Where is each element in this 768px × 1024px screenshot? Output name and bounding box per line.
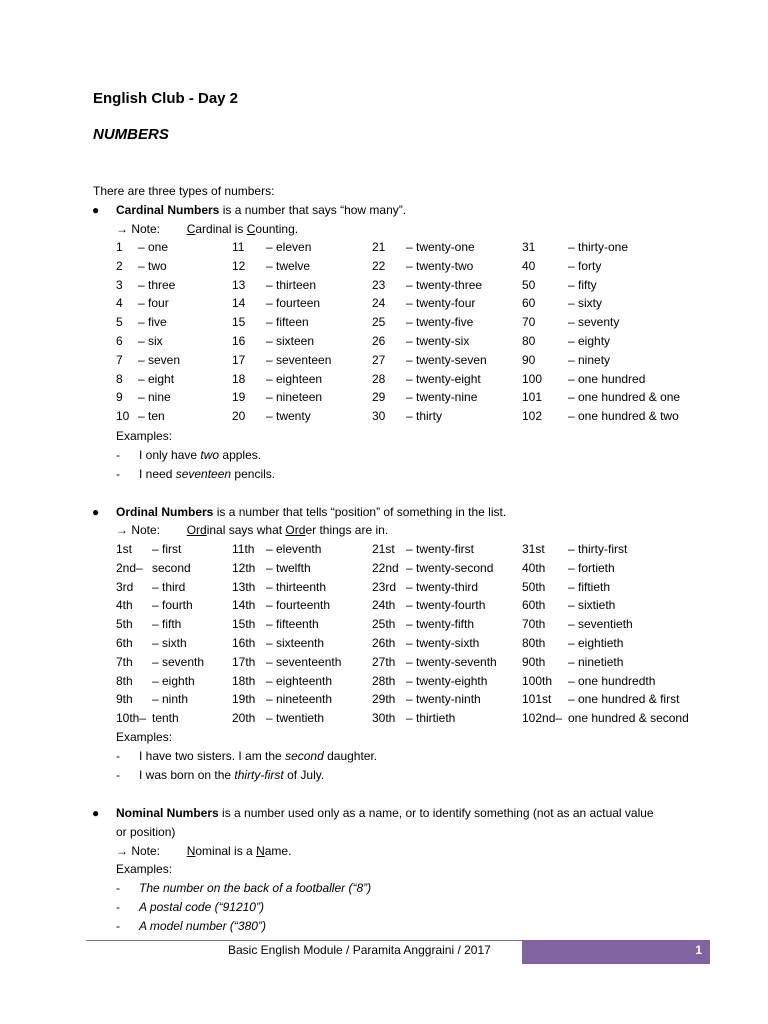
number-cell: 50th <box>522 579 546 594</box>
cardinal-definition <box>116 203 406 217</box>
word-cell: – ninety <box>568 352 611 367</box>
nominal-term: Nominal Numbers <box>116 806 219 820</box>
ordinal-row <box>116 596 718 615</box>
nominal-example: A postal code (“91210”) <box>139 900 264 914</box>
nominal-definition-continued: or position) <box>116 825 176 839</box>
example-text: I only have <box>139 448 201 462</box>
number-cell: 2 <box>116 258 123 273</box>
note-text: er things are in. <box>305 523 389 537</box>
number-cell: 15 <box>232 315 246 330</box>
dash-icon: - <box>116 900 120 914</box>
ordinal-example <box>139 768 324 782</box>
number-cell: 24th <box>372 598 396 613</box>
word-cell: – fourth <box>152 598 193 613</box>
word-cell: – two <box>138 258 167 273</box>
number-cell: 14th <box>232 598 256 613</box>
number-cell: 18th <box>232 673 256 688</box>
number-cell: 4 <box>116 296 123 311</box>
word-cell: – twenty-fifth <box>406 617 475 632</box>
word-cell: – fourteen <box>266 296 321 311</box>
ordinal-example <box>139 749 377 763</box>
word-cell: – eightieth <box>568 635 624 650</box>
word-cell: – seventeenth <box>266 654 342 669</box>
ordinal-row <box>116 672 718 691</box>
cardinal-definition-text: is a number that says “how many”. <box>219 203 407 217</box>
nominal-example: A model number (“380”) <box>139 919 266 933</box>
number-cell: 29th <box>372 692 396 707</box>
word-cell: – fifteenth <box>266 617 319 632</box>
ordinal-term: Ordinal Numbers <box>116 505 214 519</box>
cardinal-example <box>139 448 261 462</box>
dash-icon: - <box>116 448 120 462</box>
word-cell: – thirty-first <box>568 542 628 556</box>
word-cell: – twenty-sixth <box>406 635 480 650</box>
example-emphasis: second <box>285 749 324 763</box>
examples-label: Examples: <box>116 429 173 443</box>
number-cell: 23rd <box>372 579 397 594</box>
number-cell: 1 <box>116 240 123 254</box>
number-cell: 80th <box>522 635 546 650</box>
example-text: daughter. <box>323 749 378 763</box>
footer-rule <box>86 940 522 941</box>
nominal-example: The number on the back of a footballer (“8”) <box>139 881 372 895</box>
number-cell: 101 <box>522 390 543 405</box>
word-cell: – thirteen <box>266 277 317 292</box>
note-text: ominal is a <box>195 844 257 858</box>
number-cell: 10th– <box>116 711 147 726</box>
word-cell: – one <box>138 240 169 254</box>
cardinal-row <box>116 313 718 332</box>
number-cell: 31st <box>522 542 545 556</box>
number-cell: 4th <box>116 598 133 613</box>
word-cell: – eight <box>138 371 175 386</box>
section-title: NUMBERS <box>93 126 169 143</box>
page-number-box <box>522 940 710 964</box>
number-cell: 22nd <box>372 560 399 575</box>
word-cell: – twenty-five <box>406 315 474 330</box>
number-cell: 28 <box>372 371 386 386</box>
word-cell: – twenty-seventh <box>406 654 497 669</box>
word-cell: – four <box>138 296 169 311</box>
word-cell: – twenty-six <box>406 333 470 348</box>
number-cell: 90 <box>522 352 536 367</box>
number-cell: 11 <box>232 240 245 254</box>
word-cell: – eighth <box>152 673 195 688</box>
ordinal-row <box>116 709 718 728</box>
example-text: pencils. <box>231 467 276 481</box>
dash-icon: - <box>116 768 120 782</box>
number-cell: 11th <box>232 542 255 556</box>
word-cell: one hundred & second <box>568 711 689 726</box>
number-cell: 26 <box>372 333 386 348</box>
number-cell: 102nd– <box>522 711 563 726</box>
word-cell: – twenty-three <box>406 277 483 292</box>
dash-icon: - <box>116 881 120 895</box>
number-cell: 12th <box>232 560 256 575</box>
example-text: apples. <box>219 448 262 462</box>
word-cell: tenth <box>152 711 179 726</box>
example-text: I need <box>139 467 176 481</box>
example-emphasis: seventeen <box>175 467 232 481</box>
note-label: → Note: <box>116 523 161 537</box>
dash-icon: - <box>116 749 120 763</box>
number-cell: 27 <box>372 352 386 367</box>
cardinal-example <box>139 467 275 481</box>
word-cell: – ninth <box>152 692 189 707</box>
word-cell: – twenty-four <box>406 296 476 311</box>
word-cell: – sixty <box>568 296 603 311</box>
note-letter: Ord <box>285 523 306 537</box>
number-cell: 12 <box>232 258 246 273</box>
word-cell: – fifty <box>568 277 597 292</box>
word-cell: – sixtieth <box>568 598 616 613</box>
word-cell: – sixteenth <box>266 635 325 650</box>
word-cell: – seventy <box>568 315 620 330</box>
number-cell: 21st <box>372 542 395 556</box>
word-cell: – twenty-eighth <box>406 673 488 688</box>
number-cell: 27th <box>372 654 396 669</box>
word-cell: – twenty-fourth <box>406 598 486 613</box>
number-cell: 3 <box>116 277 123 292</box>
cardinal-numbers-table <box>116 238 718 426</box>
number-cell: 31 <box>522 240 536 254</box>
cardinal-row <box>116 294 718 313</box>
ordinal-row <box>116 615 718 634</box>
cardinal-row <box>116 238 718 257</box>
number-cell: 16th <box>232 635 256 650</box>
cardinal-row <box>116 407 718 426</box>
ordinal-numbers-table <box>116 540 718 728</box>
word-cell: – twenty-one <box>406 240 475 254</box>
number-cell: 22 <box>372 258 386 273</box>
number-cell: 9th <box>116 692 133 707</box>
ordinal-row <box>116 559 718 578</box>
word-cell: – one hundred & first <box>568 692 680 707</box>
number-cell: 13 <box>232 277 246 292</box>
word-cell: – twentieth <box>266 711 325 726</box>
note-letter: C <box>186 222 196 236</box>
bullet-icon: ● <box>92 806 100 820</box>
nominal-definition <box>116 806 654 820</box>
cardinal-row <box>116 370 718 389</box>
word-cell: – fiftieth <box>568 579 611 594</box>
note-label: → Note: <box>116 844 161 858</box>
number-cell: 23 <box>372 277 386 292</box>
cardinal-row <box>116 351 718 370</box>
number-cell: 30th <box>372 711 396 726</box>
ordinal-row <box>116 690 718 709</box>
word-cell: – twenty-nine <box>406 390 478 405</box>
number-cell: 16 <box>232 333 246 348</box>
number-cell: 100 <box>522 371 543 386</box>
word-cell: – third <box>152 579 186 594</box>
word-cell: – twenty-two <box>406 258 474 273</box>
ordinal-row <box>116 578 718 597</box>
word-cell: – fourteenth <box>266 598 331 613</box>
number-cell: 5th <box>116 617 133 632</box>
number-cell: 19th <box>232 692 256 707</box>
word-cell: – seventh <box>152 654 205 669</box>
number-cell: 13th <box>232 579 256 594</box>
number-cell: 20 <box>232 409 246 424</box>
word-cell: – three <box>138 277 176 292</box>
note-letter: N <box>186 844 196 858</box>
word-cell: – eighty <box>568 333 611 348</box>
number-cell: 6 <box>116 333 123 348</box>
cardinal-row <box>116 276 718 295</box>
word-cell: – thirtieth <box>406 711 456 726</box>
word-cell: – twenty <box>266 409 311 424</box>
note-letter: N <box>256 844 265 858</box>
word-cell: – eighteen <box>266 371 323 386</box>
word-cell: – nineteenth <box>266 692 333 707</box>
number-cell: 30 <box>372 409 386 424</box>
number-cell: 10 <box>116 409 130 424</box>
note-text: ounting. <box>255 222 299 236</box>
example-emphasis: thirty-first <box>234 768 284 782</box>
word-cell: – fortieth <box>568 560 615 575</box>
number-cell: 8th <box>116 673 133 688</box>
note-text: ame. <box>264 844 292 858</box>
number-cell: 50 <box>522 277 536 292</box>
word-cell: – sixth <box>152 635 187 650</box>
page-number: 1 <box>695 943 702 957</box>
note-label: → Note: <box>116 222 161 236</box>
cardinal-row <box>116 257 718 276</box>
ordinal-row <box>116 540 718 559</box>
word-cell: – thirteenth <box>266 579 327 594</box>
number-cell: 25 <box>372 315 386 330</box>
number-cell: 24 <box>372 296 386 311</box>
cardinal-note <box>116 222 298 236</box>
example-text: I was born on the <box>139 768 235 782</box>
dash-icon: - <box>116 467 120 481</box>
word-cell: – twenty-ninth <box>406 692 481 707</box>
number-cell: 14 <box>232 296 246 311</box>
cardinal-row <box>116 332 718 351</box>
word-cell: – twenty-second <box>406 560 494 575</box>
word-cell: – one hundred & one <box>568 390 681 405</box>
word-cell: – six <box>138 333 163 348</box>
number-cell: 26th <box>372 635 396 650</box>
word-cell: – first <box>152 542 182 556</box>
number-cell: 7th <box>116 654 133 669</box>
number-cell: 25th <box>372 617 396 632</box>
number-cell: 29 <box>372 390 386 405</box>
number-cell: 102 <box>522 409 543 424</box>
number-cell: 2nd– <box>116 560 143 575</box>
ordinal-definition-text: is a number that tells “position” of something in the list. <box>213 505 507 519</box>
word-cell: – sixteen <box>266 333 315 348</box>
word-cell: – twenty-seven <box>406 352 487 367</box>
number-cell: 70th <box>522 617 546 632</box>
word-cell: – seventeen <box>266 352 332 367</box>
ordinal-definition <box>116 505 506 519</box>
number-cell: 1st <box>116 542 133 556</box>
word-cell: – seven <box>138 352 181 367</box>
cardinal-row <box>116 388 718 407</box>
word-cell: second <box>152 560 191 575</box>
number-cell: 60th <box>522 598 546 613</box>
number-cell: 80 <box>522 333 536 348</box>
word-cell: – thirty <box>406 409 443 424</box>
number-cell: 5 <box>116 315 123 330</box>
number-cell: 19 <box>232 390 246 405</box>
ordinal-row <box>116 653 718 672</box>
number-cell: 18 <box>232 371 246 386</box>
examples-label: Examples: <box>116 862 173 876</box>
example-text: of July. <box>283 768 325 782</box>
number-cell: 20th <box>232 711 256 726</box>
number-cell: 8 <box>116 371 123 386</box>
word-cell: – eighteenth <box>266 673 333 688</box>
bullet-icon: ● <box>92 505 100 519</box>
word-cell: – fifteen <box>266 315 309 330</box>
note-text: ardinal is <box>195 222 247 236</box>
word-cell: – one hundredth <box>568 673 656 688</box>
word-cell: – eleven <box>266 240 312 254</box>
number-cell: 100th <box>522 673 553 688</box>
note-letter: C <box>246 222 256 236</box>
ordinal-note <box>116 523 388 537</box>
word-cell: – one hundred <box>568 371 646 386</box>
number-cell: 40th <box>522 560 546 575</box>
number-cell: 7 <box>116 352 123 367</box>
number-cell: 3rd <box>116 579 134 594</box>
word-cell: – twenty-first <box>406 542 475 556</box>
number-cell: 21 <box>372 240 386 254</box>
word-cell: – forty <box>568 258 602 273</box>
number-cell: 60 <box>522 296 536 311</box>
ordinal-row <box>116 634 718 653</box>
footer-text: Basic English Module / Paramita Anggraini / 2017 <box>228 943 491 957</box>
word-cell: – eleventh <box>266 542 322 556</box>
number-cell: 9 <box>116 390 123 405</box>
word-cell: – fifth <box>152 617 182 632</box>
bullet-icon: ● <box>92 203 100 217</box>
number-cell: 28th <box>372 673 396 688</box>
note-text: inal says what <box>206 523 286 537</box>
word-cell: – thirty-one <box>568 240 629 254</box>
word-cell: – twelve <box>266 258 311 273</box>
number-cell: 90th <box>522 654 546 669</box>
word-cell: – nineteen <box>266 390 323 405</box>
word-cell: – twelfth <box>266 560 311 575</box>
dash-icon: - <box>116 919 120 933</box>
number-cell: 70 <box>522 315 536 330</box>
number-cell: 15th <box>232 617 256 632</box>
word-cell: – nine <box>138 390 171 405</box>
word-cell: – five <box>138 315 167 330</box>
word-cell: – twenty-third <box>406 579 479 594</box>
examples-label: Examples: <box>116 730 173 744</box>
document-title: English Club - Day 2 <box>93 90 239 107</box>
number-cell: 17 <box>232 352 246 367</box>
nominal-definition-text: is a number used only as a name, or to identify something (not as an actual value <box>218 806 654 820</box>
example-emphasis: two <box>200 448 220 462</box>
word-cell: – seventieth <box>568 617 633 632</box>
word-cell: – one hundred & two <box>568 409 679 424</box>
cardinal-term: Cardinal Numbers <box>116 203 220 217</box>
number-cell: 40 <box>522 258 536 273</box>
number-cell: 6th <box>116 635 133 650</box>
word-cell: – twenty-eight <box>406 371 481 386</box>
nominal-note <box>116 844 291 858</box>
number-cell: 17th <box>232 654 256 669</box>
number-cell: 101st <box>522 692 552 707</box>
example-text: I have two sisters. I am the <box>139 749 286 763</box>
word-cell: – ten <box>138 409 165 424</box>
note-letter: Ord <box>186 523 207 537</box>
intro-text: There are three types of numbers: <box>93 184 275 198</box>
word-cell: – ninetieth <box>568 654 624 669</box>
